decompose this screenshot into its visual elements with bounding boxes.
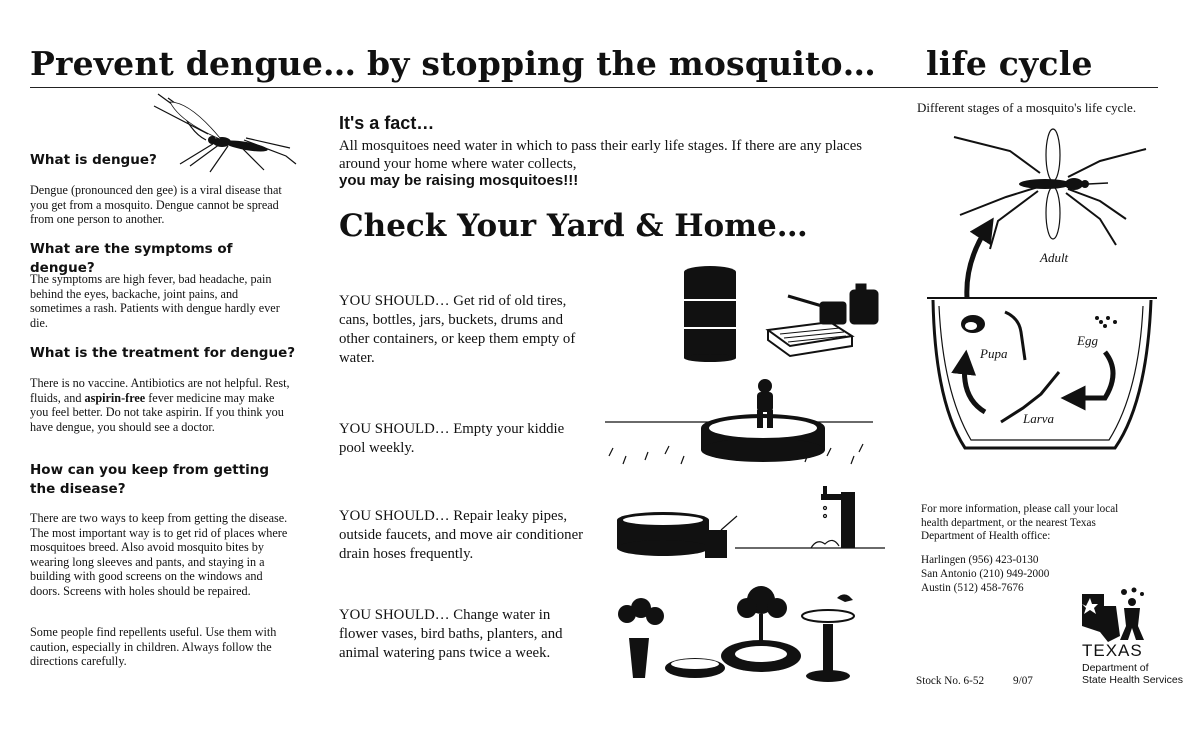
phone-san-antonio: San Antonio (210) 949-2000	[921, 568, 1050, 580]
stage-larva-label: Larva	[1023, 411, 1055, 426]
treatment-text-1: There is no vaccine. Antibiotics are not helpful. Rest, fluids, and	[30, 376, 290, 405]
stage-pupa-label: Pupa	[980, 346, 1008, 361]
phone-austin: Austin (512) 458-7676	[921, 582, 1024, 594]
title-prevent-dengue: Prevent dengue…	[30, 44, 357, 83]
question-what-is-dengue: What is dengue?	[30, 152, 157, 168]
question-treatment: What is the treatment for dengue?	[30, 345, 296, 361]
should-containers: YOU SHOULD… Get rid of old tires, cans, bottles, jars, buckets, drums and other containers, or keep them empty of water.	[339, 293, 576, 366]
logo-dshs-text: State Health Services	[1082, 674, 1183, 686]
answer-prevention: There are two ways to keep from getting the disease. The most important way is to get rid of places where mosquitoes breed. Also avoid mosquito bites by wearing long sleeves and pants, and staying in a building with good screens on the windows and doors. Screens with holes should be repaired.	[30, 511, 288, 598]
should-kiddie-pool: YOU SHOULD… Empty your kiddie pool weekly.	[339, 421, 565, 456]
answer-repellents: Some people find repellents useful. Use them with caution, especially in children. Always follow the directions carefully.	[30, 625, 277, 669]
answer-what-is-dengue: Dengue (pronounced den gee) is a viral disease that you get from a mosquito. Dengue cannot be spread from one person to another.	[30, 183, 282, 227]
kiddie-pool-illustration	[605, 372, 873, 472]
leaky-faucet-illustration	[615, 482, 885, 562]
header-rule	[30, 87, 1158, 88]
fact-text: All mosquitoes need water in which to pass their early life stages. If there are any places around your home where water collects,	[339, 138, 863, 172]
title-life-cycle: life cycle	[926, 44, 1093, 83]
should-change-water: YOU SHOULD… Change water in flower vases, bird baths, planters, and animal watering pans twice a week.	[339, 607, 563, 661]
check-heading: Check Your Yard & Home…	[339, 208, 808, 244]
question-prevention: How can you keep from getting the disease?	[30, 462, 270, 497]
answer-symptoms: The symptoms are high fever, bad headache, pain behind the eyes, backache, joint pains, and sometimes a rash. Patients with dengue hardly ever die.	[30, 272, 280, 330]
title-stopping-mosquito: by stopping the mosquito…	[367, 44, 876, 83]
drum-and-pans-illustration	[680, 262, 880, 362]
logo-texas-text: TEXAS	[1082, 641, 1143, 660]
phone-harlingen: Harlingen (956) 423-0130	[921, 554, 1039, 566]
treatment-text-2: fever medicine may make you feel better. Do not take aspirin. If you think you have dengue, you should see a doctor.	[30, 390, 284, 434]
more-info-text: For more information, please call your local health department, or the nearest Texas Department of Health office:	[921, 503, 1119, 543]
life-cycle-caption: Different stages of a mosquito's life cycle.	[917, 100, 1137, 115]
print-date: 9/07	[1013, 675, 1033, 687]
logo-department-text: Department of	[1082, 662, 1149, 674]
aspirin-free-emphasis: aspirin-free	[84, 390, 146, 405]
vase-birdbath-illustration	[605, 578, 875, 688]
texas-dshs-logo-icon	[1080, 586, 1150, 642]
stage-adult-label: Adult	[1040, 250, 1069, 265]
fact-warning: you may be raising mosquitoes!!!	[339, 172, 579, 189]
stock-number: Stock No. 6-52	[916, 675, 985, 687]
answer-treatment	[30, 376, 292, 434]
fact-heading: It's a fact…	[339, 113, 435, 133]
stage-egg-label: Egg	[1077, 333, 1098, 348]
question-symptoms: What are the symptoms of dengue?	[30, 241, 233, 276]
should-leaky-pipes: YOU SHOULD… Repair leaky pipes, outside faucets, and move air conditioner drain hoses frequently.	[339, 508, 584, 562]
